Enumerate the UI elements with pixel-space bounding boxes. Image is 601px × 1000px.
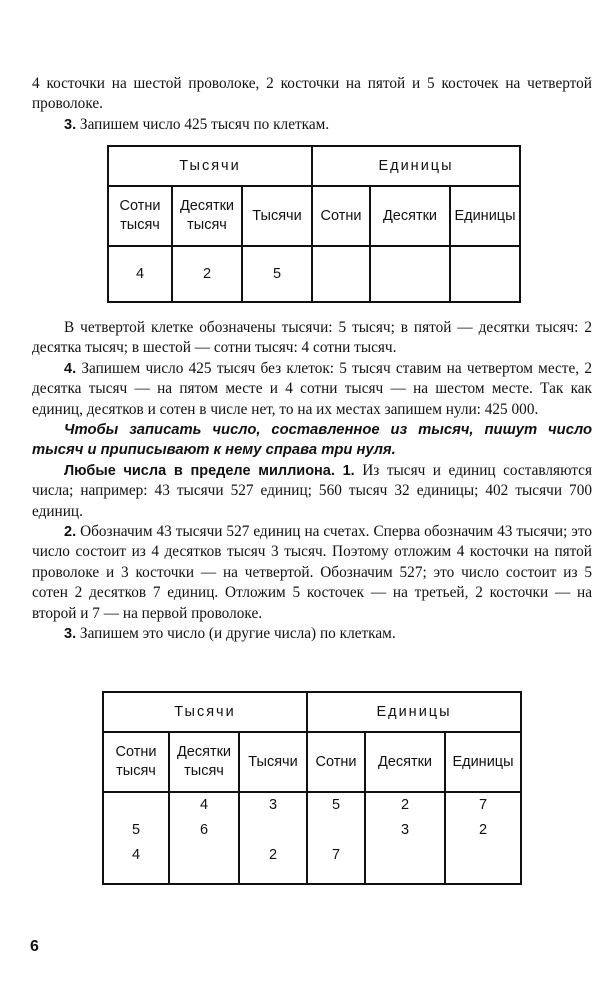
group-header-units: Единицы (312, 146, 520, 186)
group-header-units: Единицы (307, 692, 521, 732)
table-cell: 7 (331, 847, 341, 863)
column-header: Сотни тысяч (108, 186, 172, 246)
paragraph-fourth-cell: В четвертой клетке обозначены тысячи: 5 тысяч; в пятой — десятки тысяч: 2 десятка тысяч; в шестой — сотни тысяч: 4 сотни тысяч. (32, 319, 592, 357)
step-number: 3. (64, 626, 77, 643)
paragraph-step-2 (32, 522, 592, 624)
step-number: 4. (64, 360, 77, 377)
table-cell: 5 (331, 797, 341, 813)
column-header: Единицы (445, 732, 521, 792)
column-header: Десятки (365, 732, 445, 792)
table-cell (240, 818, 306, 843)
table-cell (170, 843, 238, 868)
table-cell: 2 (400, 797, 410, 813)
table-cell: 3 (268, 797, 278, 813)
table-cell (450, 246, 520, 302)
table-cell (446, 843, 520, 868)
table-cell (370, 246, 450, 302)
column-header: Десятки тысяч (172, 186, 242, 246)
rule-statement (32, 420, 592, 461)
page-body (32, 70, 592, 135)
paragraph-step-3 (32, 115, 592, 135)
table-cell: 4 (131, 847, 141, 863)
table-cell: 5 (131, 822, 141, 838)
table-cell (104, 793, 168, 818)
column-header: Десятки (370, 186, 450, 246)
rule-text: Чтобы записать число, составленное из тысяч, пишут число тысяч и приписывают к нему справа три нуля. (32, 422, 592, 459)
table-cell: 3 (400, 822, 410, 838)
table-cell: 7 (478, 797, 488, 813)
step-text: Запишем число 425 тысяч по клеткам. (76, 115, 330, 133)
table-column-cells (169, 792, 239, 884)
column-header: Тысячи (242, 186, 312, 246)
step-number: 2. (64, 524, 77, 541)
table-column-cells (103, 792, 169, 884)
table-cell (308, 818, 364, 843)
table-column-cells (307, 792, 365, 884)
paragraph-step-4 (32, 359, 592, 420)
table-cell: 4 (199, 797, 209, 813)
table-cell: 2 (172, 246, 242, 302)
step-text: Запишем число 425 тысяч без клеток: 5 тысяч ставим на четвертом месте, 2 десятка тысяч — на пятом месте и 4 сотни тысяч — на шестом месте. Так как единиц, десятков и сотен в числе нет, то на их местах запишем нули: 425 000. (32, 359, 592, 418)
column-header: Сотни (307, 732, 365, 792)
table-cell (312, 246, 370, 302)
table-column-cells (365, 792, 445, 884)
column-header: Сотни тысяч (103, 732, 169, 792)
step-number: 3. (64, 116, 77, 133)
page-number: 6 (30, 938, 39, 955)
table-column-cells (445, 792, 521, 884)
table-cell: 2 (478, 822, 488, 838)
section-lead: Любые числа в пределе миллиона. 1. (64, 462, 355, 479)
column-header: Десятки тысяч (169, 732, 239, 792)
table-cell: 4 (108, 246, 172, 302)
page-body-lower (32, 318, 592, 645)
table-cell (366, 843, 444, 868)
paragraph-any-numbers (32, 461, 592, 522)
table-cell: 2 (268, 847, 278, 863)
section-text: Из тысяч и единиц составляются числа; например: 43 тысячи 527 единиц; 560 тысяч 32 единицы; 402 тысячи 700 единиц. (32, 461, 592, 520)
paragraph-step-3b (32, 624, 592, 644)
column-header: Тысячи (239, 732, 307, 792)
digit-table-examples (102, 691, 522, 885)
table-cell: 6 (199, 822, 209, 838)
group-header-thousands: Тысячи (103, 692, 307, 732)
paragraph-continuation: 4 косточки на шестой проволоке, 2 косточки на пятой и 5 косточек на четвертой проволоке. (32, 75, 592, 113)
table-cell: 5 (242, 246, 312, 302)
digit-table-425000 (107, 145, 521, 303)
step-text: Обозначим 43 тысячи 527 единиц на счетах. Сперва обозначим 43 тысячи; это число состоит из 4 десятков тысяч 3 тысяч. Поэтому отложим 4 косточки на пятой проволоке и 3 косточки — на четвертой. Обозначим 527; это число состоит из 5 сотен 2 десятков 7 единиц. Отложим 5 косточек — на третьей, 2 косточки — на второй и 7 — на первой проволоке. (32, 523, 592, 622)
step-text: Запишем это число (и другие числа) по клеткам. (76, 625, 396, 643)
column-header: Единицы (450, 186, 520, 246)
column-header: Сотни (312, 186, 370, 246)
table-column-cells (239, 792, 307, 884)
group-header-thousands: Тысячи (108, 146, 312, 186)
